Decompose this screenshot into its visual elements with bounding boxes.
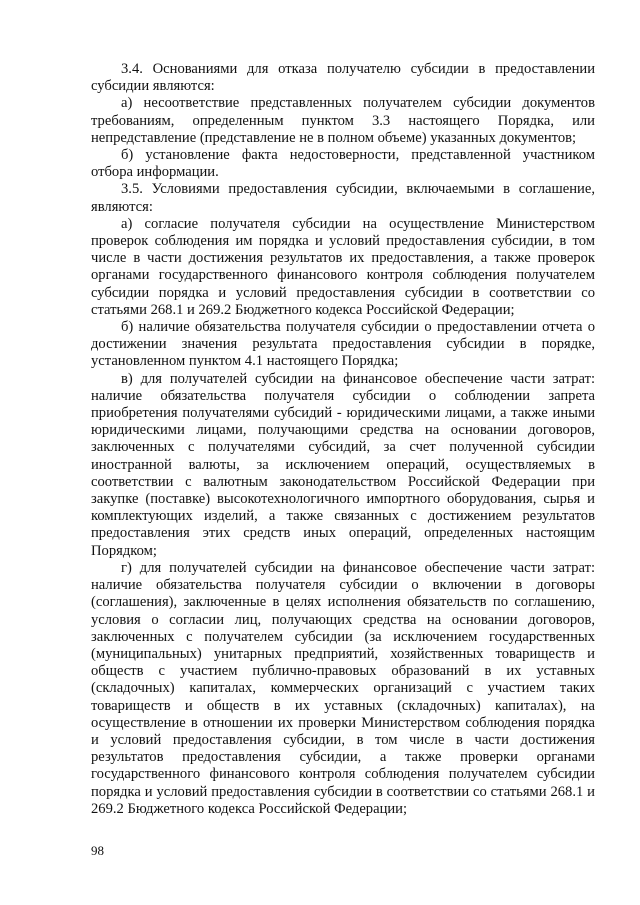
paragraph-3-5-g: г) для получателей субсидии на финансовое обеспечение части затрат: наличие обязательства получателя субсидии о включении в договоры (соглашения), заключенные в целях исполнения обязательств по соглашению, условия о согласии лиц, получающих средства на основании договоров, заключенных с получателем субсидии (за исключением государственных (муниципальных) унитарных предприятий, хозяйственных товариществ и обществ с участием публично-правовых образований в их уставных (складочных) капиталах, коммерческих организаций с участием таких товариществ и обществ в их уставных (складочных) капиталах), на осуществление в отношении их проверки Министерством соблюдения порядка и условий предоставления субсидии, в том числе в части достижения результатов предоставления субсидии, а также проверки органами государственного финансового контроля соблюдения получателем субсидии порядка и условий предоставления субсидии в соответствии со статьями 268.1 и 269.2 Бюджетного кодекса Российской Федерации; <box>91 559 595 817</box>
document-body <box>91 61 595 818</box>
paragraph-3-5-b: б) наличие обязательства получателя субсидии о предоставлении отчета о достижении значения результата предоставления субсидии в порядке, установленном пунктом 4.1 настоящего Порядка; <box>91 319 595 370</box>
paragraph-3-5-a: а) согласие получателя субсидии на осуществление Министерством проверок соблюдения им порядка и условий предоставления субсидии, в том числе в части достижения результатов их предоставления, а также проверок органами государственного финансового контроля соблюдения получателем субсидии порядка и условий предоставления субсидии в соответствии со статьями 268.1 и 269.2 Бюджетного кодекса Российской Федерации; <box>91 215 595 318</box>
paragraph-3-5-v: в) для получателей субсидии на финансовое обеспечение части затрат: наличие обязательства получателя субсидии о соблюдении запрета приобретения получателями субсидий - юридическими лицами, а также иными юридическими лицами, получающими средства на основании договоров, заключенных с получателями субсидий, за счет полученной субсидии иностранной валюты, за исключением операций, осуществляемых в соответствии с валютным законодательством Российской Федерации при закупке (поставке) высокотехнологичного импортного оборудования, сырья и комплектующих изделий, а также связанных с достижением результатов предоставления этих средств иных операций, определенных настоящим Порядком; <box>91 370 595 559</box>
paragraph-3-4-b: б) установление факта недостоверности, представленной участником отбора информации. <box>91 147 595 181</box>
paragraph-3-4-a: а) несоответствие представленных получателем субсидии документов требованиям, определенным пунктом 3.3 настоящего Порядка, или непредставление (представление не в полном объеме) указанных документов; <box>91 95 595 146</box>
page-number: 98 <box>91 843 104 858</box>
paragraph-3-5: 3.5. Условиями предоставления субсидии, включаемыми в соглашение, являются: <box>91 181 595 215</box>
paragraph-3-4: 3.4. Основаниями для отказа получателю субсидии в предоставлении субсидии являются: <box>91 61 595 95</box>
